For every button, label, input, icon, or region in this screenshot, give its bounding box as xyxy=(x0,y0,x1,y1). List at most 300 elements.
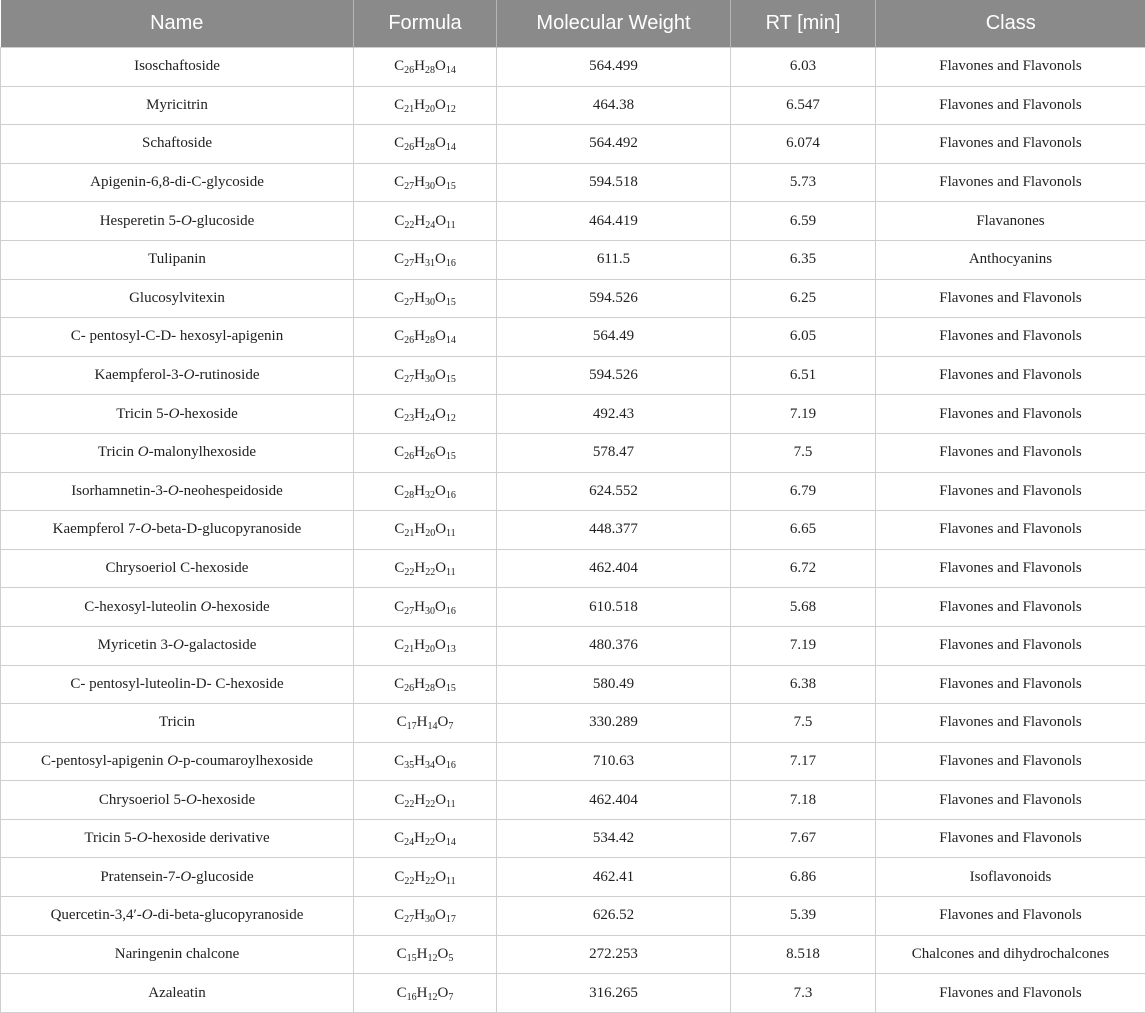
formula-subscript: 22 xyxy=(425,876,435,887)
cell-molecular-weight: 330.289 xyxy=(497,704,731,743)
cell-formula xyxy=(354,240,497,279)
cell-rt: 7.5 xyxy=(731,704,876,743)
name-segment: -malonylhexoside xyxy=(149,444,256,460)
name-segment: Myricitrin xyxy=(146,97,208,113)
name-segment: O xyxy=(141,521,152,537)
cell-rt: 6.72 xyxy=(731,549,876,588)
formula-subscript: 16 xyxy=(446,490,456,501)
cell-rt: 7.67 xyxy=(731,819,876,858)
cell-class: Flavones and Flavonols xyxy=(876,974,1145,1013)
cell-rt: 7.19 xyxy=(731,626,876,665)
name-segment: -glucoside xyxy=(192,213,254,229)
cell-formula xyxy=(354,781,497,820)
formula-element: O xyxy=(435,367,446,383)
formula-subscript: 27 xyxy=(404,181,414,192)
formula-element: O xyxy=(435,753,446,769)
formula-element: C xyxy=(394,290,404,306)
formula-element: O xyxy=(438,714,449,730)
formula-element: H xyxy=(414,676,425,692)
cell-formula xyxy=(354,626,497,665)
formula-element: C xyxy=(394,560,404,576)
formula-element: O xyxy=(435,830,446,846)
cell-molecular-weight: 462.404 xyxy=(497,549,731,588)
cell-molecular-weight: 594.526 xyxy=(497,279,731,318)
formula-subscript: 27 xyxy=(404,297,414,308)
name-segment: Quercetin-3,4′- xyxy=(51,907,142,923)
formula-element: C xyxy=(394,406,404,422)
table-header xyxy=(1,0,1145,48)
cell-class: Flavones and Flavonols xyxy=(876,742,1145,781)
name-segment: Kaempferol-3- xyxy=(95,367,184,383)
formula-subscript: 27 xyxy=(404,374,414,385)
formula-element: H xyxy=(414,58,425,74)
table-row xyxy=(1,472,1145,511)
formula-subscript: 28 xyxy=(404,490,414,501)
cell-class: Flavones and Flavonols xyxy=(876,472,1145,511)
name-segment: Tricin 5- xyxy=(116,406,168,422)
formula-element: O xyxy=(438,985,449,1001)
formula-element: O xyxy=(435,97,446,113)
formula-element: O xyxy=(438,946,449,962)
cell-formula xyxy=(354,125,497,164)
cell-formula xyxy=(354,819,497,858)
cell-molecular-weight: 448.377 xyxy=(497,511,731,550)
formula-subscript: 11 xyxy=(446,528,456,539)
formula-element: C xyxy=(394,521,404,537)
formula-element: H xyxy=(414,328,425,344)
table-body xyxy=(1,48,1145,1013)
cell-name xyxy=(1,279,354,318)
name-segment: Pratensein-7- xyxy=(100,869,180,885)
formula-element: H xyxy=(414,367,425,383)
name-segment: O xyxy=(138,444,149,460)
formula-subscript: 17 xyxy=(446,914,456,925)
formula-element: C xyxy=(394,213,404,229)
name-segment: O xyxy=(169,406,180,422)
formula-subscript: 15 xyxy=(407,953,417,964)
table-row xyxy=(1,395,1145,434)
formula-element: H xyxy=(414,599,425,615)
cell-rt: 6.35 xyxy=(731,240,876,279)
cell-formula xyxy=(354,86,497,125)
formula-element: O xyxy=(435,251,446,267)
name-segment: -neohespeidoside xyxy=(179,483,283,499)
formula-subscript: 11 xyxy=(446,567,456,578)
formula-subscript: 27 xyxy=(404,258,414,269)
name-segment: Kaempferol 7- xyxy=(53,521,141,537)
cell-name xyxy=(1,781,354,820)
formula-element: O xyxy=(435,58,446,74)
formula-element: C xyxy=(394,483,404,499)
formula-subscript: 27 xyxy=(404,914,414,925)
formula-element: O xyxy=(435,599,446,615)
cell-rt: 7.5 xyxy=(731,433,876,472)
formula-subscript: 24 xyxy=(425,220,435,231)
formula-element: H xyxy=(414,907,425,923)
cell-name xyxy=(1,433,354,472)
table-row xyxy=(1,279,1145,318)
formula-element: H xyxy=(417,985,428,1001)
formula-subscript: 32 xyxy=(425,490,435,501)
cell-formula xyxy=(354,897,497,936)
cell-name xyxy=(1,318,354,357)
name-segment: O xyxy=(142,907,153,923)
name-segment: C- pentosyl-luteolin-D- C-hexoside xyxy=(70,676,283,692)
table-row xyxy=(1,626,1145,665)
formula-element: C xyxy=(394,97,404,113)
cell-class: Flavones and Flavonols xyxy=(876,86,1145,125)
name-segment: O xyxy=(180,869,191,885)
name-segment: -hexoside xyxy=(211,599,269,615)
name-segment: Tricin xyxy=(159,714,195,730)
formula-element: C xyxy=(394,328,404,344)
cell-name xyxy=(1,125,354,164)
cell-name xyxy=(1,742,354,781)
formula-subscript: 28 xyxy=(425,142,435,153)
cell-molecular-weight: 462.41 xyxy=(497,858,731,897)
name-segment: C-pentosyl-apigenin xyxy=(41,753,167,769)
cell-class: Chalcones and dihydrochalcones xyxy=(876,935,1145,974)
formula-element: O xyxy=(435,792,446,808)
table-row xyxy=(1,858,1145,897)
cell-rt: 6.074 xyxy=(731,125,876,164)
cell-formula xyxy=(354,433,497,472)
cell-name xyxy=(1,819,354,858)
cell-formula xyxy=(354,318,497,357)
cell-molecular-weight: 464.38 xyxy=(497,86,731,125)
formula-subscript: 21 xyxy=(404,104,414,115)
formula-element: C xyxy=(394,637,404,653)
cell-rt: 7.17 xyxy=(731,742,876,781)
formula-subscript: 20 xyxy=(425,528,435,539)
cell-rt: 6.59 xyxy=(731,202,876,241)
cell-class: Flavones and Flavonols xyxy=(876,781,1145,820)
cell-formula xyxy=(354,511,497,550)
formula-element: H xyxy=(414,483,425,499)
cell-rt: 5.73 xyxy=(731,163,876,202)
cell-class: Anthocyanins xyxy=(876,240,1145,279)
formula-subscript: 21 xyxy=(404,528,414,539)
formula-subscript: 28 xyxy=(425,335,435,346)
formula-element: C xyxy=(394,251,404,267)
cell-name xyxy=(1,626,354,665)
formula-subscript: 15 xyxy=(446,683,456,694)
formula-element: O xyxy=(435,135,446,151)
cell-name xyxy=(1,858,354,897)
formula-subscript: 16 xyxy=(446,760,456,771)
cell-molecular-weight: 462.404 xyxy=(497,781,731,820)
header-formula: Formula xyxy=(354,0,497,48)
table-row xyxy=(1,240,1145,279)
cell-formula xyxy=(354,858,497,897)
formula-subscript: 15 xyxy=(446,181,456,192)
table-row xyxy=(1,125,1145,164)
cell-formula xyxy=(354,472,497,511)
name-segment: Glucosylvitexin xyxy=(129,290,225,306)
formula-element: H xyxy=(417,714,428,730)
cell-class: Flavones and Flavonols xyxy=(876,511,1145,550)
name-segment: Tulipanin xyxy=(148,251,206,267)
formula-element: O xyxy=(435,869,446,885)
formula-subscript: 30 xyxy=(425,297,435,308)
table-row xyxy=(1,588,1145,627)
formula-element: H xyxy=(414,637,425,653)
cell-class: Flavones and Flavonols xyxy=(876,588,1145,627)
name-segment: Isoschaftoside xyxy=(134,58,220,74)
name-segment: O xyxy=(167,753,178,769)
formula-subscript: 26 xyxy=(404,335,414,346)
name-segment: -hexoside derivative xyxy=(148,830,270,846)
formula-element: O xyxy=(435,637,446,653)
table-row xyxy=(1,819,1145,858)
table-row xyxy=(1,974,1145,1013)
cell-class: Flavones and Flavonols xyxy=(876,549,1145,588)
cell-rt: 8.518 xyxy=(731,935,876,974)
cell-molecular-weight: 492.43 xyxy=(497,395,731,434)
formula-element: C xyxy=(394,753,404,769)
formula-subscript: 26 xyxy=(404,683,414,694)
name-segment: Naringenin chalcone xyxy=(115,946,240,962)
name-segment: -hexoside xyxy=(197,792,255,808)
formula-subscript: 22 xyxy=(425,837,435,848)
name-segment: -galactoside xyxy=(184,637,256,653)
formula-element: O xyxy=(435,560,446,576)
formula-element: H xyxy=(414,753,425,769)
formula-subscript: 30 xyxy=(425,374,435,385)
name-segment: O xyxy=(181,213,192,229)
formula-subscript: 22 xyxy=(425,567,435,578)
formula-element: C xyxy=(394,58,404,74)
cell-formula xyxy=(354,588,497,627)
formula-element: H xyxy=(414,560,425,576)
formula-subscript: 12 xyxy=(428,953,438,964)
formula-subscript: 14 xyxy=(446,335,456,346)
formula-element: H xyxy=(414,135,425,151)
cell-class: Flavones and Flavonols xyxy=(876,704,1145,743)
cell-molecular-weight: 272.253 xyxy=(497,935,731,974)
cell-molecular-weight: 594.526 xyxy=(497,356,731,395)
name-segment: Tricin 5- xyxy=(84,830,136,846)
formula-subscript: 24 xyxy=(404,837,414,848)
name-segment: Tricin xyxy=(98,444,138,460)
table-row xyxy=(1,48,1145,87)
name-segment: Isorhamnetin-3- xyxy=(71,483,168,499)
cell-molecular-weight: 480.376 xyxy=(497,626,731,665)
formula-subscript: 12 xyxy=(428,992,438,1003)
formula-element: C xyxy=(394,907,404,923)
formula-element: H xyxy=(414,97,425,113)
cell-rt: 6.79 xyxy=(731,472,876,511)
cell-rt: 5.68 xyxy=(731,588,876,627)
name-segment: Schaftoside xyxy=(142,135,212,151)
formula-element: O xyxy=(435,676,446,692)
cell-name xyxy=(1,974,354,1013)
cell-molecular-weight: 626.52 xyxy=(497,897,731,936)
formula-subscript: 35 xyxy=(404,760,414,771)
cell-name xyxy=(1,163,354,202)
cell-rt: 5.39 xyxy=(731,897,876,936)
formula-element: O xyxy=(435,328,446,344)
cell-formula xyxy=(354,395,497,434)
formula-subscript: 20 xyxy=(425,644,435,655)
cell-molecular-weight: 611.5 xyxy=(497,240,731,279)
formula-subscript: 24 xyxy=(425,413,435,424)
cell-formula xyxy=(354,742,497,781)
header-name: Name xyxy=(1,0,354,48)
cell-class: Flavones and Flavonols xyxy=(876,48,1145,87)
formula-subscript: 16 xyxy=(446,258,456,269)
formula-subscript: 26 xyxy=(404,142,414,153)
name-segment: C- pentosyl-C-D- hexosyl-apigenin xyxy=(71,328,283,344)
name-segment: O xyxy=(173,637,184,653)
formula-subscript: 11 xyxy=(446,220,456,231)
cell-formula xyxy=(354,704,497,743)
cell-formula xyxy=(354,279,497,318)
cell-rt: 6.51 xyxy=(731,356,876,395)
cell-name xyxy=(1,202,354,241)
cell-molecular-weight: 624.552 xyxy=(497,472,731,511)
cell-class: Flavones and Flavonols xyxy=(876,318,1145,357)
name-segment: Chrysoeriol C-hexoside xyxy=(106,560,249,576)
table-row xyxy=(1,86,1145,125)
cell-class: Flavones and Flavonols xyxy=(876,665,1145,704)
cell-name xyxy=(1,86,354,125)
formula-subscript: 20 xyxy=(425,104,435,115)
formula-subscript: 27 xyxy=(404,606,414,617)
cell-name xyxy=(1,935,354,974)
formula-subscript: 31 xyxy=(425,258,435,269)
formula-element: C xyxy=(394,869,404,885)
formula-element: C xyxy=(397,714,407,730)
cell-name xyxy=(1,240,354,279)
formula-element: H xyxy=(414,444,425,460)
formula-element: H xyxy=(414,174,425,190)
table-row xyxy=(1,704,1145,743)
formula-subscript: 13 xyxy=(446,644,456,655)
formula-element: C xyxy=(394,444,404,460)
formula-subscript: 23 xyxy=(404,413,414,424)
table-row xyxy=(1,665,1145,704)
name-segment: -glucoside xyxy=(191,869,253,885)
header-row xyxy=(1,0,1145,48)
cell-class: Flavones and Flavonols xyxy=(876,626,1145,665)
formula-subscript: 7 xyxy=(448,721,453,732)
cell-molecular-weight: 710.63 xyxy=(497,742,731,781)
formula-subscript: 16 xyxy=(407,992,417,1003)
header-class: Class xyxy=(876,0,1145,48)
cell-class: Flavones and Flavonols xyxy=(876,163,1145,202)
cell-rt: 6.65 xyxy=(731,511,876,550)
formula-element: O xyxy=(435,907,446,923)
name-segment: -rutinoside xyxy=(194,367,259,383)
cell-class: Flavones and Flavonols xyxy=(876,395,1145,434)
formula-subscript: 26 xyxy=(404,451,414,462)
cell-class: Flavones and Flavonols xyxy=(876,819,1145,858)
cell-formula xyxy=(354,665,497,704)
header-molecular-weight: Molecular Weight xyxy=(497,0,731,48)
cell-name xyxy=(1,395,354,434)
name-segment: Chrysoeriol 5- xyxy=(99,792,186,808)
cell-name xyxy=(1,48,354,87)
formula-element: H xyxy=(414,869,425,885)
cell-formula xyxy=(354,48,497,87)
formula-subscript: 28 xyxy=(425,683,435,694)
cell-formula xyxy=(354,163,497,202)
formula-subscript: 22 xyxy=(404,876,414,887)
name-segment: -di-beta-glucopyranoside xyxy=(153,907,304,923)
formula-subscript: 17 xyxy=(407,721,417,732)
formula-element: H xyxy=(414,251,425,267)
cell-formula xyxy=(354,935,497,974)
table-row xyxy=(1,549,1145,588)
formula-subscript: 30 xyxy=(425,914,435,925)
name-segment: O xyxy=(184,367,195,383)
cell-name xyxy=(1,549,354,588)
cell-class: Isoflavonoids xyxy=(876,858,1145,897)
cell-name xyxy=(1,588,354,627)
name-segment: O xyxy=(186,792,197,808)
formula-element: H xyxy=(414,290,425,306)
formula-element: O xyxy=(435,290,446,306)
cell-molecular-weight: 564.499 xyxy=(497,48,731,87)
name-segment: O xyxy=(201,599,212,615)
formula-subscript: 26 xyxy=(404,65,414,76)
cell-name xyxy=(1,356,354,395)
cell-molecular-weight: 564.492 xyxy=(497,125,731,164)
cell-rt: 6.547 xyxy=(731,86,876,125)
cell-name xyxy=(1,511,354,550)
cell-name xyxy=(1,704,354,743)
cell-name xyxy=(1,472,354,511)
formula-subscript: 22 xyxy=(404,799,414,810)
cell-molecular-weight: 316.265 xyxy=(497,974,731,1013)
formula-subscript: 14 xyxy=(446,65,456,76)
formula-element: O xyxy=(435,406,446,422)
table-row xyxy=(1,163,1145,202)
cell-formula xyxy=(354,549,497,588)
name-segment: -hexoside xyxy=(179,406,237,422)
cell-name xyxy=(1,665,354,704)
name-segment: O xyxy=(137,830,148,846)
cell-class: Flavanones xyxy=(876,202,1145,241)
header-rt: RT [min] xyxy=(731,0,876,48)
formula-subscript: 12 xyxy=(446,104,456,115)
formula-element: O xyxy=(435,444,446,460)
formula-subscript: 5 xyxy=(448,953,453,964)
formula-element: H xyxy=(414,213,425,229)
table-row xyxy=(1,202,1145,241)
cell-rt: 6.25 xyxy=(731,279,876,318)
formula-subscript: 22 xyxy=(425,799,435,810)
table-row xyxy=(1,433,1145,472)
formula-subscript: 12 xyxy=(446,413,456,424)
formula-element: C xyxy=(394,676,404,692)
formula-subscript: 22 xyxy=(404,567,414,578)
cell-formula xyxy=(354,356,497,395)
cell-rt: 6.05 xyxy=(731,318,876,357)
cell-rt: 7.3 xyxy=(731,974,876,1013)
formula-subscript: 30 xyxy=(425,606,435,617)
formula-element: C xyxy=(394,830,404,846)
formula-subscript: 21 xyxy=(404,644,414,655)
name-segment: C-hexosyl-luteolin xyxy=(84,599,200,615)
formula-element: C xyxy=(394,599,404,615)
cell-class: Flavones and Flavonols xyxy=(876,125,1145,164)
formula-subscript: 11 xyxy=(446,799,456,810)
name-segment: -beta-D-glucopyranoside xyxy=(151,521,301,537)
cell-molecular-weight: 534.42 xyxy=(497,819,731,858)
cell-molecular-weight: 464.419 xyxy=(497,202,731,241)
